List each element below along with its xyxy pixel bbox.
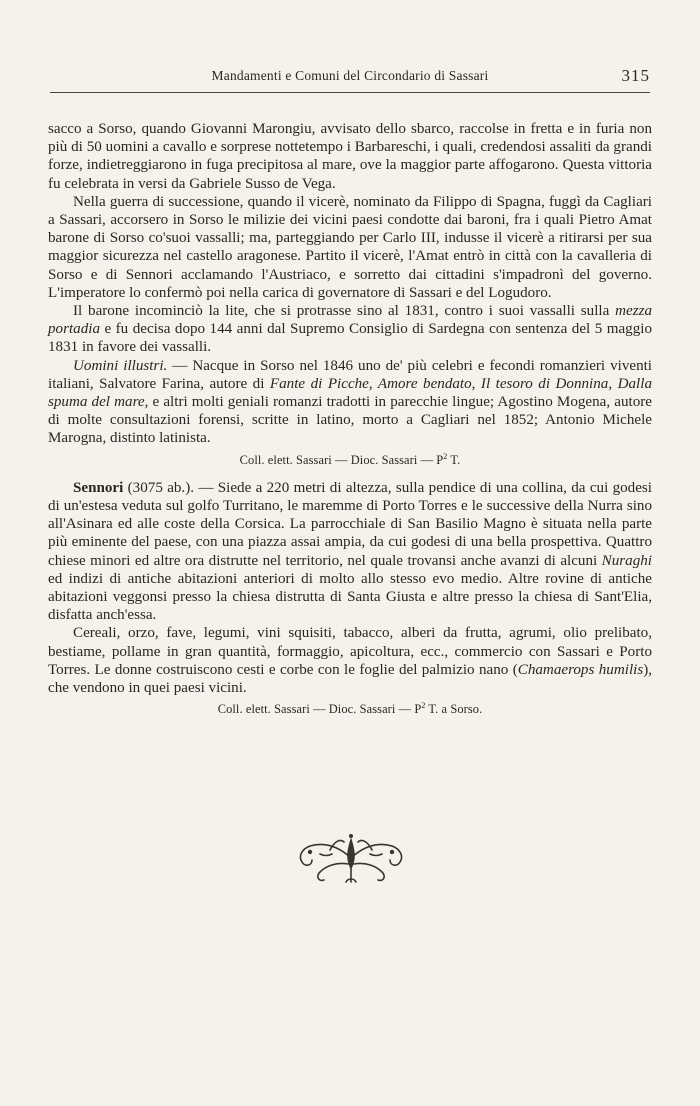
- text-run: (3075 ab.). — Siede a 220 metri di altezza, sulla pendice di una collina, da cui godesi di un'estesa veduta sul golfo Turritano, le maremme di Porto Torres e le successive della Nurra sino all'Asinara ed alle coste della Corsica. La parrocchiale di San Basilio Magno è situata nella parte più eminente del paese, con una piazza assai ampia, da cui godesi di una bella prospettiva. Quattro chiese minori ed altre ora distrutte nel territorio, nel quale trovansi anche avanzi di alcuni: [48, 479, 652, 569]
- text-run: Cereali, orzo, fave, legumi, vini squisiti, tabacco, alberi da frutta, agrumi, olio prelibato, bestiame, pollame in gran quantità, formaggio, apicoltura, ecc., commercio con Sassari e Porto Torres. Le donne costruiscono cesti e corbe con le foglie del palmizio nano (: [48, 625, 652, 678]
- caption-sup: 2: [421, 701, 426, 711]
- sennori-admin-caption: [48, 697, 652, 718]
- sorso-paragraph-3: [48, 302, 652, 357]
- running-title: Mandamenti e Comuni del Circondario di Sassari: [211, 68, 489, 83]
- header-rule: [50, 92, 650, 93]
- italic-term: mezza portadia: [48, 303, 652, 338]
- sorso-illustrious-paragraph: [48, 357, 652, 448]
- caption-tail: T.: [447, 452, 461, 467]
- text-run: — Nacque in Sorso nel 1846 uno de' più celebri e fecondi romanzieri viventi italiani, Salvatore Farina, autore di: [48, 357, 652, 392]
- text-run: ), che vendono in quei paesi vicini.: [48, 661, 653, 697]
- text-run: ed indizi di antiche abitazioni anteriori di molto allo stesso evo medio. Altre rovine di antiche abitazioni veggonsi presso la chiesa distrutta di Santa Giusta e altre presso la chiesa di Sant'Elia, disfatta anch'essa.: [48, 570, 652, 624]
- page-body: [48, 120, 652, 718]
- italic-term: Chamaerops humilis: [517, 661, 644, 678]
- sorso-paragraph-1: sacco a Sorso, quando Giovanni Marongiu, avvisato dello sbarco, raccolse in fretta e in furia non più di 50 uomini a cavallo e sorprese nottetempo i Barbareschi, i quali, credendosi assaliti da grandi forze, indietreggiarono in fuga precipitosa al mare, ove la maggior parte affogarono. Questa vittoria fu celebrata in versi da Gabriele Susso de Vega.: [48, 121, 652, 192]
- sennori-paragraph-2: [48, 624, 652, 697]
- sorso-paragraph-2: Nella guerra di successione, quando il vicerè, nominato da Filippo di Spagna, fuggì da Cagliari a Sassari, accorsero in Sorso le milizie dei vicini paesi condotte dai baroni, fra i quali Pietro Amat barone di Sorso co'suoi vassalli; ma, parteggiando per Carlo III, indusse il vicerè a ritirarsi per sua maggior sicurezza nel castello aragonese. Partito il vicerè, l'Amat entrò in città con la cavalleria di Sorso e di Sennori acclamando l'Austriaco, e sorretto dai cittadini s'impadronì del governo. L'imperatore lo confermò poi nella carica di governatore di Sassari e del Logudoro.: [48, 193, 652, 301]
- text-run: e fu decisa dopo 144 anni dal Supremo Consiglio di Sardegna con sentenza del 5 maggio 1831 in favore dei vassalli.: [48, 321, 652, 356]
- page-number: 315: [621, 66, 650, 85]
- caption-text: Coll. elett. Sassari — Dioc. Sassari — P: [217, 702, 422, 717]
- running-head: [50, 66, 650, 88]
- sennori-paragraph-1: [48, 479, 652, 625]
- italic-term: Nuraghi: [601, 552, 652, 569]
- caption-tail: T. a Sorso.: [425, 702, 483, 717]
- text-run: Il barone incominciò la lite, che si protrasse sino al 1831, contro i suoi vassalli sulla: [73, 303, 616, 320]
- caption-sup: 2: [443, 451, 448, 461]
- section-label: Uomini illustri.: [73, 357, 168, 374]
- text-run: e altri molti geniali romanzi tradotti in parecchie lingue; Agostino Mogena, autore di molte consultazioni forensi, scritte in latino, morto a Cagliari nel 1852; Antonio Michele Marogna, distinto latinista.: [48, 394, 652, 447]
- floral-tailpiece-icon: [290, 832, 412, 888]
- entry-heading: Sennori: [73, 479, 124, 496]
- caption-text: Coll. elett. Sassari — Dioc. Sassari — P: [239, 452, 444, 467]
- sorso-admin-caption: [48, 448, 652, 469]
- book-titles: Fante di Picche, Amore bendato, Il tesoro di Donnina, Dalla spuma del mare,: [48, 375, 652, 411]
